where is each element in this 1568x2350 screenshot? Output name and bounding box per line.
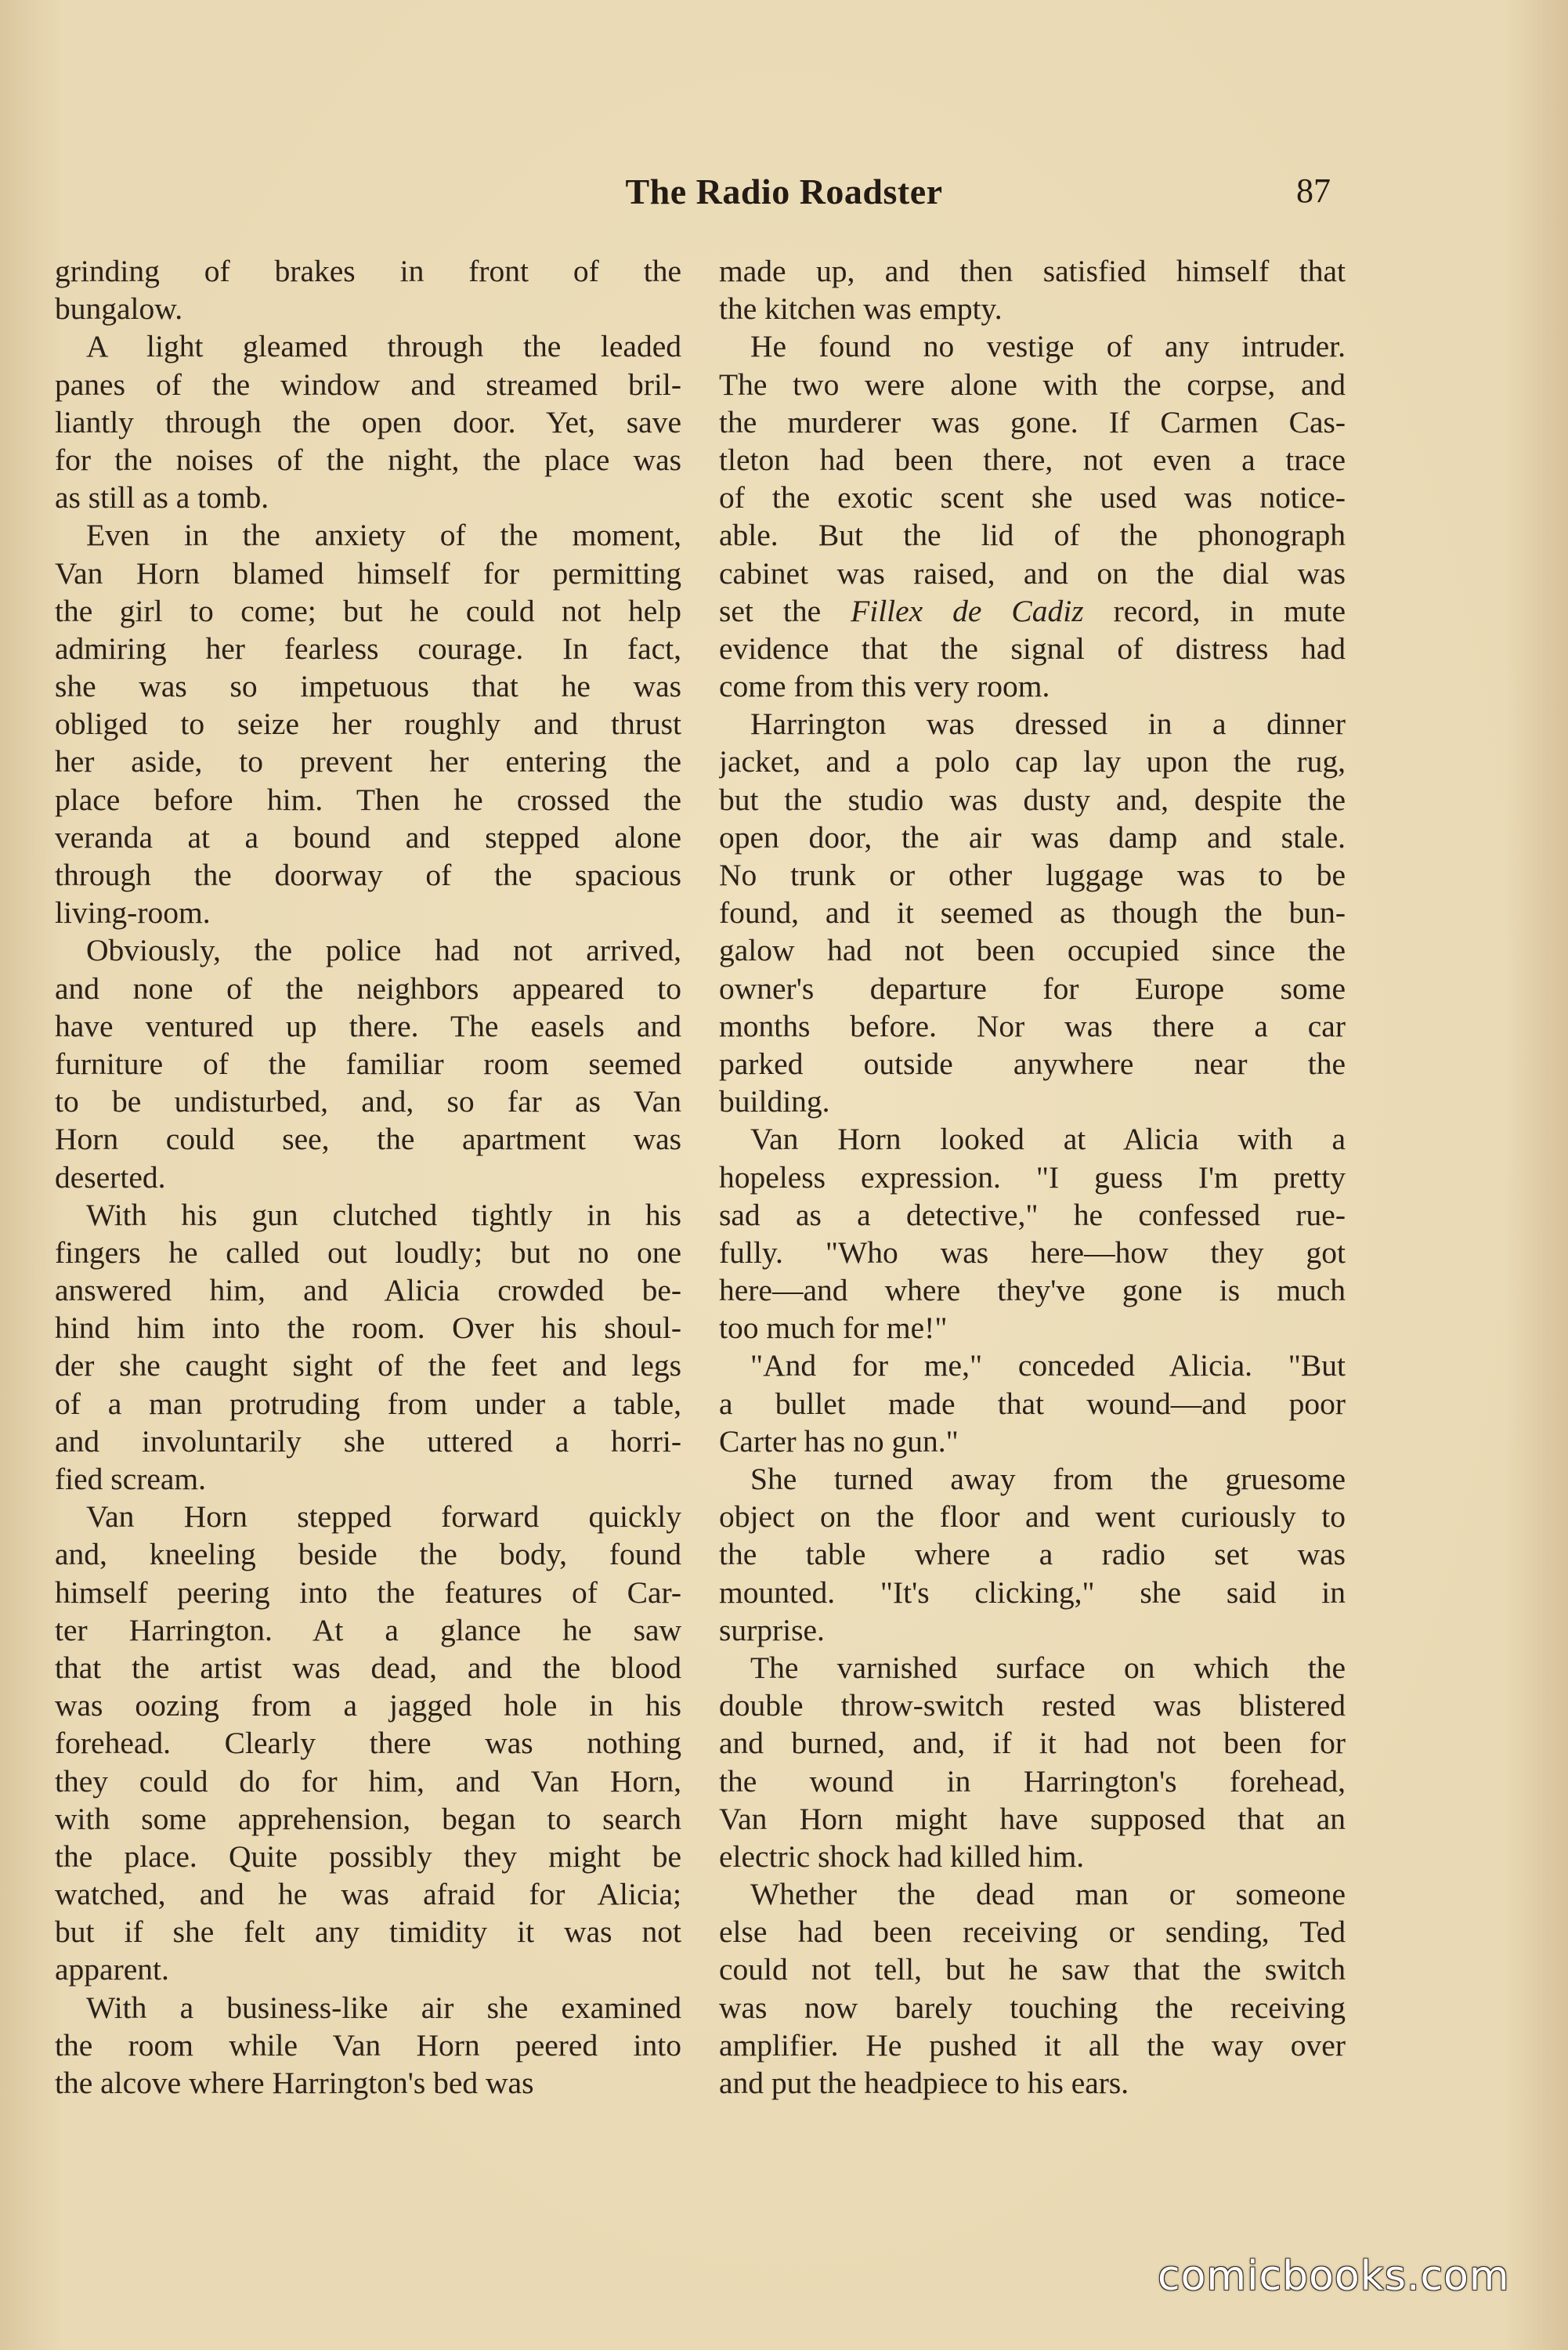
text-line: the table where a radio set was — [719, 1537, 1346, 1572]
text-line: ter Harrington. At a glance he saw — [55, 1612, 681, 1647]
page-header — [0, 171, 1568, 226]
text-line: living-room. — [55, 895, 211, 931]
text-line: and, kneeling beside the body, found — [55, 1537, 681, 1572]
running-title: The Radio Roadster — [625, 172, 943, 212]
text-line: Van Horn looked at Alicia with a — [750, 1122, 1346, 1157]
text-line: have ventured up there. The easels and — [55, 1008, 681, 1043]
text-line: place before him. Then he crossed the — [55, 782, 681, 817]
text-line: He found no vestige of any intruder. — [750, 329, 1346, 364]
text-line: building. — [719, 1084, 830, 1119]
text-line: Horn could see, the apartment was — [55, 1122, 681, 1157]
text-line: through the doorway of the spacious — [55, 858, 681, 892]
text-line: as still as a tomb. — [55, 480, 269, 515]
text-line: apparent. — [55, 1952, 169, 1987]
text-line: and involuntarily she uttered a horri- — [55, 1423, 681, 1459]
text-line: jacket, and a polo cap lay upon the rug, — [719, 744, 1346, 779]
text-line: answered him, and Alicia crowded be- — [55, 1273, 681, 1308]
text-line: here—and where they've gone is much — [719, 1273, 1346, 1308]
text-line: himself peering into the features of Car- — [55, 1574, 681, 1610]
text-line: The varnished surface on which the — [750, 1650, 1346, 1685]
text-line: she was so impetuous that he was — [55, 669, 681, 704]
text-line: panes of the window and streamed bril- — [55, 367, 681, 402]
text-line: hopeless expression. "I guess I'm pretty — [719, 1159, 1346, 1195]
text-line: the girl to come; but he could not help — [55, 593, 681, 628]
right-text-column — [719, 252, 1346, 2102]
text-line: a bullet made that wound—and poor — [719, 1386, 1346, 1421]
text-line: sad as a detective," he confessed rue- — [719, 1197, 1346, 1232]
text-line: but if she felt any timidity it was not — [55, 1914, 681, 1950]
text-line: fingers he called out loudly; but no one — [55, 1235, 681, 1270]
text-line: able. But the lid of the phonograph — [719, 518, 1346, 553]
text-line: too much for me!" — [719, 1311, 948, 1346]
text-line: evidence that the signal of distress had — [719, 631, 1346, 666]
text-line: With a business-like air she examined — [86, 1990, 681, 2025]
text-line: the room while Van Horn peered into — [55, 2027, 681, 2063]
text-line: liantly through the open door. Yet, save — [55, 404, 681, 439]
text-line: hind him into the room. Over his shoul- — [55, 1311, 681, 1346]
text-line: double throw-switch rested was blistered — [719, 1688, 1346, 1723]
text-line: of a man protruding from under a table, — [55, 1386, 681, 1421]
text-line: "And for me," conceded Alicia. "But — [750, 1348, 1346, 1383]
text-line: Van Horn blamed himself for permitting — [55, 555, 681, 591]
text-line: With his gun clutched tightly in his — [86, 1197, 681, 1232]
text-line: the place. Quite possibly they might be — [55, 1838, 681, 1874]
text-line: the alcove where Harrington's bed was — [55, 2066, 534, 2100]
text-line: The two were alone with the corpse, and — [719, 367, 1346, 402]
record-title: Fillex de Cadiz — [851, 593, 1084, 628]
text-line: obliged to seize her roughly and thrust — [55, 707, 681, 742]
text-line: admiring her fearless courage. In fact, — [55, 631, 681, 666]
text-line: owner's departure for Europe some — [719, 971, 1346, 1006]
text-line: fied scream. — [55, 1462, 207, 1496]
text-line: and burned, and, if it had not been for — [719, 1726, 1346, 1761]
page-number: 87 — [1296, 172, 1331, 210]
text-line: furniture of the familiar room seemed — [55, 1046, 681, 1081]
text-line: cabinet was raised, and on the dial was — [719, 555, 1346, 591]
text-line: was now barely touching the receiving — [719, 1990, 1346, 2025]
text-line: set the Fillex de Cadiz record, in mute — [719, 593, 1346, 628]
text-line: Carter has no gun." — [719, 1423, 959, 1459]
text-line: open door, the air was damp and stale. — [719, 819, 1346, 855]
text-line: No trunk or other luggage was to be — [719, 858, 1346, 892]
text-line: they could do for him, and Van Horn, — [55, 1763, 681, 1799]
text-line: could not tell, but he saw that the switch — [719, 1952, 1346, 1987]
text-line: der she caught sight of the feet and legs — [55, 1348, 681, 1383]
text-line: the wound in Harrington's forehead, — [719, 1763, 1346, 1799]
text-line: months before. Nor was there a car — [719, 1008, 1346, 1043]
text-line: Even in the anxiety of the moment, — [86, 518, 681, 553]
text-line: fully. "Who was here—how they got — [719, 1235, 1346, 1270]
text-line: veranda at a bound and stepped alone — [55, 819, 681, 855]
watermark-logo: comicbooks.com — [1158, 2253, 1510, 2300]
text-line: but the studio was dusty and, despite the — [719, 782, 1346, 817]
text-line: was oozing from a jagged hole in his — [55, 1688, 681, 1723]
text-line: mounted. "It's clicking," she said in — [719, 1574, 1346, 1610]
text-line: forehead. Clearly there was nothing — [55, 1726, 681, 1761]
text-line: to be undisturbed, and, so far as Van — [55, 1084, 681, 1119]
text-line: Van Horn stepped forward quickly — [86, 1499, 681, 1535]
left-text-column — [55, 252, 681, 2102]
text-line: Obviously, the police had not arrived, — [86, 933, 681, 968]
text-line: of the exotic scent she used was notice- — [719, 480, 1346, 515]
text-line: A light gleamed through the leaded — [86, 329, 681, 364]
text-line: come from this very room. — [719, 669, 1050, 704]
text-line: amplifier. He pushed it all the way over — [719, 2027, 1346, 2063]
text-line: Whether the dead man or someone — [750, 1877, 1346, 1912]
text-line: grinding of brakes in front of the — [55, 254, 681, 288]
text-line: Harrington was dressed in a dinner — [750, 707, 1346, 742]
text-line: parked outside anywhere near the — [719, 1046, 1346, 1081]
text-line: object on the floor and went curiously to — [719, 1499, 1346, 1535]
text-line: and put the headpiece to his ears. — [719, 2066, 1129, 2100]
text-line: with some apprehension, began to search — [55, 1801, 681, 1836]
text-line: electric shock had killed him. — [719, 1838, 1085, 1874]
text-line: for the noises of the night, the place was — [55, 442, 681, 477]
text-line: that the artist was dead, and the blood — [55, 1650, 681, 1685]
text-line: deserted. — [55, 1159, 166, 1195]
text-line: She turned away from the gruesome — [750, 1462, 1346, 1496]
text-line: watched, and he was afraid for Alicia; — [55, 1877, 681, 1912]
text-line: her aside, to prevent her entering the — [55, 744, 681, 779]
text-line: made up, and then satisfied himself that — [719, 254, 1346, 288]
text-line: bungalow. — [55, 291, 183, 327]
text-line: the murderer was gone. If Carmen Cas- — [719, 404, 1346, 439]
text-line: else had been receiving or sending, Ted — [719, 1914, 1346, 1950]
text-line: tleton had been there, not even a trace — [719, 442, 1346, 477]
text-line: and none of the neighbors appeared to — [55, 971, 681, 1006]
text-line: surprise. — [719, 1612, 825, 1647]
text-line: Van Horn might have supposed that an — [719, 1801, 1346, 1836]
text-line: found, and it seemed as though the bun- — [719, 895, 1346, 931]
text-line: the kitchen was empty. — [719, 291, 1003, 327]
text-line: galow had not been occupied since the — [719, 933, 1346, 968]
